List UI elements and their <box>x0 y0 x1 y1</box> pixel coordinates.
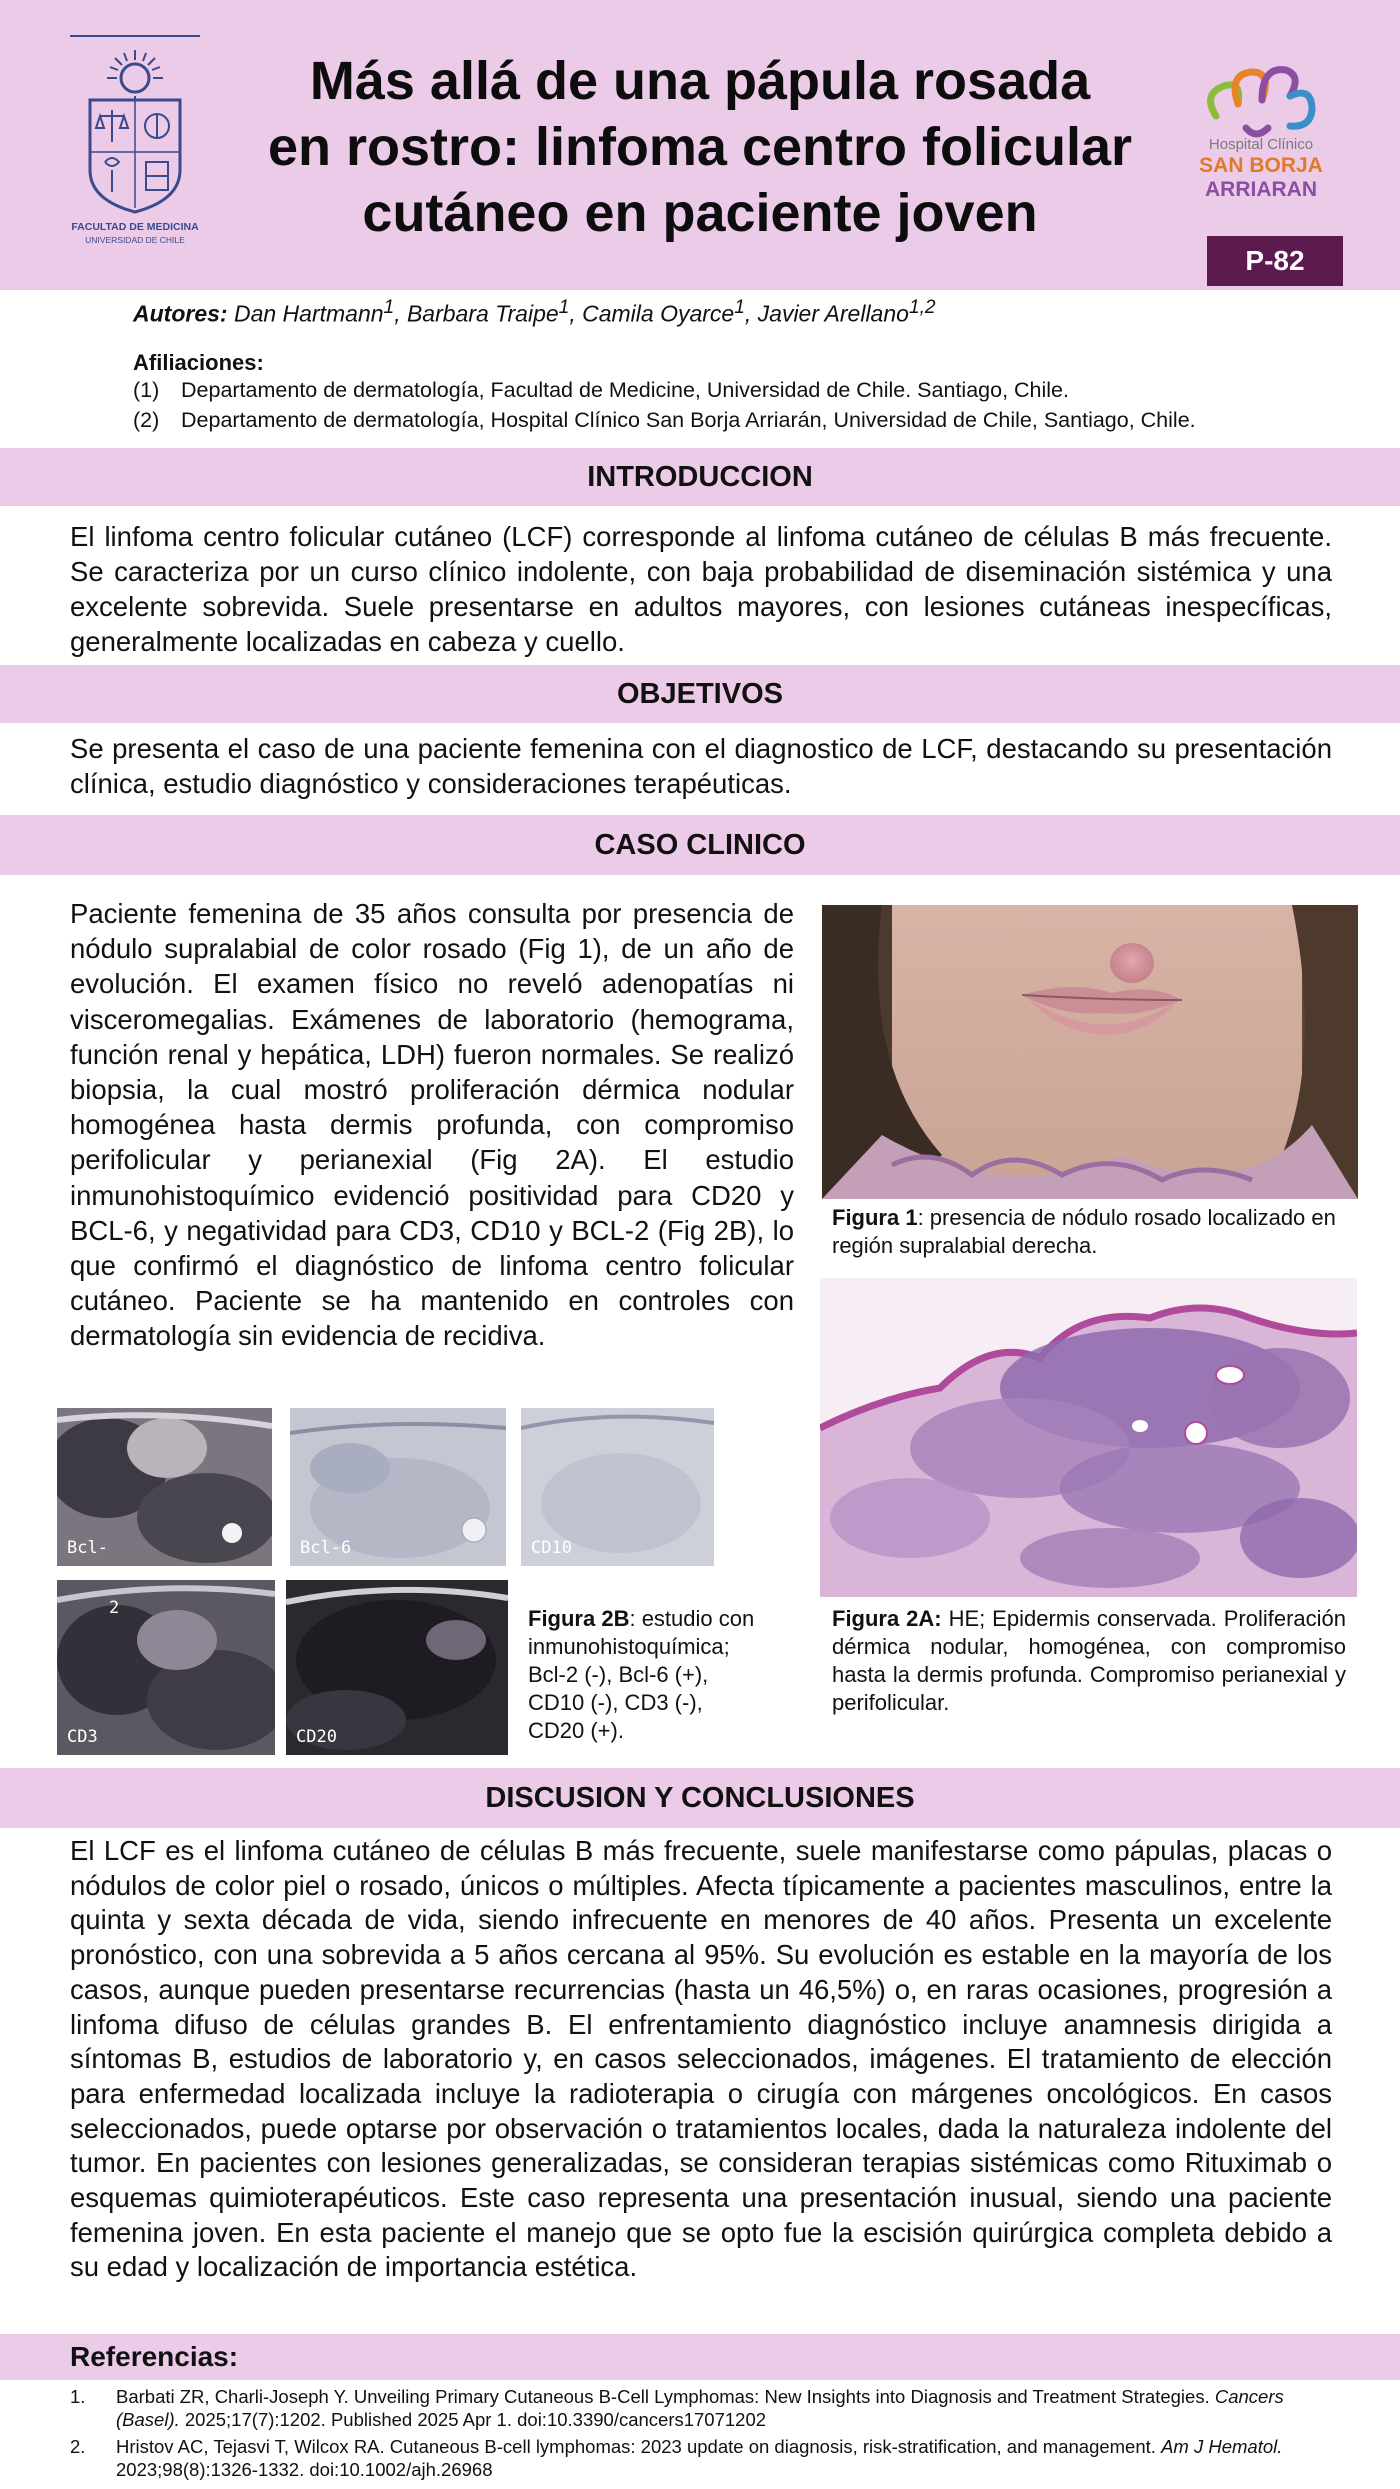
figure-2b-result-line: CD20 (+). <box>528 1718 624 1743</box>
reference-number: 2. <box>70 2436 86 2457</box>
figure-2a-caption <box>832 1605 1346 1717</box>
reference-number: 1. <box>70 2386 86 2407</box>
affiliations-title: Afiliaciones: <box>133 350 264 375</box>
ihc-panel-label: CD20 <box>296 1727 337 1747</box>
author-name: Dan Hartmann <box>233 300 384 327</box>
figure-2a-he-histology <box>820 1278 1357 1597</box>
intro-text: El linfoma centro folicular cutáneo (LCF) corresponde al linfoma cutáneo de células B más frecuente. Se caracteriza por un curso clínico indolente, con baja probabilidad de diseminación sistémica y una excelente sobrevida. Suele presentarse en adultos mayores, con lesiones cutáneas inespecíficas, generalmente localizadas en cabeza y cuello. <box>70 521 1332 657</box>
hospital-san-borja-logo <box>1186 46 1336 216</box>
reference-tail: 2023;98(8):1326-1332. doi:10.1002/ajh.26968 <box>116 2459 493 2480</box>
affiliation-text: Departamento de dermatología, Facultad de Medicine, Universidad de Chile. Santiago, Chile. <box>181 378 1069 402</box>
ihc-panel-label: CD10 <box>531 1538 572 1558</box>
author-sup: 1 <box>734 297 745 318</box>
figure-1-label: Figura 1 <box>832 1205 918 1230</box>
ihc-panel-cd10 <box>521 1408 714 1566</box>
ihc-panel-cd20 <box>286 1580 508 1755</box>
ihc-panel-extra-label: 2 <box>109 1598 120 1618</box>
ihc-panel-label: Bcl- <box>67 1538 108 1558</box>
ihc-panel-bcl2 <box>57 1408 272 1566</box>
figure-2b-result-line: CD10 (-), CD3 (-), <box>528 1690 703 1715</box>
title-line-2: en rostro: linfoma centro folicular <box>267 117 1133 177</box>
hospital-logo-line3: ARRIARAN <box>1205 178 1317 201</box>
reference-journal: Cancers (Basel). <box>116 2386 1284 2430</box>
affiliation-number: (1) <box>133 378 160 402</box>
poster-title <box>230 48 1170 246</box>
reference-item <box>70 2435 1332 2481</box>
ihc-panel-label: Bcl-6 <box>300 1538 352 1558</box>
author-sup: 1 <box>383 297 395 318</box>
figure-2a-label: Figura 2A: <box>832 1606 942 1631</box>
affiliation-number: (2) <box>133 408 160 432</box>
affiliation-item <box>133 408 1196 433</box>
ihc-panel-cd3 <box>57 1580 275 1755</box>
reference-tail: 2025;17(7):1202. Published 2025 Apr 1. doi:10.3390/cancers17071202 <box>179 2409 767 2430</box>
hospital-logo-line2: SAN BORJA <box>1199 154 1323 177</box>
author-name: Javier Arellano <box>757 300 909 327</box>
section-title-discussion: DISCUSION Y CONCLUSIONES <box>0 1768 1400 1828</box>
author-sup: 1,2 <box>908 297 936 318</box>
reference-journal: Am J Hematol. <box>1161 2436 1283 2457</box>
author-name: Barbara Traipe <box>406 300 559 327</box>
title-line-1: Más allá de una pápula rosada <box>309 51 1091 111</box>
figure-1-text: : presencia de nódulo rosado localizado en región supralabial derecha. <box>832 1205 1336 1258</box>
reference-text: Hristov AC, Tejasvi T, Wilcox RA. Cutaneous B-cell lymphomas: 2023 update on diagnosis, risk-stratification, and management. <box>116 2436 1162 2457</box>
figure-2b-result-line: Bcl-2 (-), Bcl-6 (+), <box>528 1662 709 1687</box>
figure-2b-text: : estudio con inmunohistoquímica; <box>528 1606 755 1659</box>
figure-2a-text: HE; Epidermis conservada. Proliferación dérmica nodular, homogénea, con compromiso hasta la dermis profunda. Compromiso perianexial y perifolicular. <box>832 1606 1346 1715</box>
references-title: Referencias: <box>70 2341 239 2372</box>
objectives-text: Se presenta el caso de una paciente femenina con el diagnostico de LCF, destacando su presentación clínica, estudio diagnóstico y consideraciones terapéuticas. <box>70 733 1332 799</box>
figure-2b-caption <box>528 1605 784 1745</box>
faculty-logo-line1: FACULTAD DE MEDICINA <box>71 221 199 233</box>
faculty-medicine-logo <box>60 30 210 250</box>
reference-item <box>70 2385 1332 2431</box>
section-title-intro: INTRODUCCION <box>0 448 1400 506</box>
case-text: Paciente femenina de 35 años consulta por presencia de nódulo supralabial de color rosado (Fig 1), de un año de evolución. El examen físico no reveló adenopatías ni visceromegalias. Exámenes de laboratorio (hemograma, función renal y hepática, LDH) fueron normales. Se realizó biopsia, la cual mostró proliferación dérmica nodular homogénea hasta dermis profunda, con compromiso perifolicular y perianexial (Fig 2A). El estudio inmunohistoquímico evidenció positividad para CD20 y BCL-6, y negatividad para CD3, CD10 y BCL-2 (Fig 2B), lo que confirmó el diagnóstico de linfoma centro folicular cutáneo. Paciente se ha mantenido en controles con dermatología sin evidencia de recidiva. <box>70 898 794 1352</box>
title-line-3: cutáneo en paciente joven <box>362 183 1038 243</box>
figure-1-caption <box>832 1204 1352 1260</box>
poster-number-badge: P-82 <box>1207 236 1343 286</box>
authors-line: Autores: Dan Hartmann$^1$, Barbara Traipe$^1$, Camila Oyarce$^1$, Javier Arellano$^{1,2}$ <box>133 297 936 327</box>
reference-text: Barbati ZR, Charli-Joseph Y. Unveiling Primary Cutaneous B-Cell Lymphomas: New Insights into Diagnosis and Treatment Strategies. <box>116 2386 1215 2407</box>
author-name: Camila Oyarce <box>582 300 735 327</box>
ihc-panel-bcl6 <box>290 1408 506 1566</box>
figure-2b-label: Figura 2B <box>528 1606 630 1631</box>
authors-label: Autores: <box>133 300 228 327</box>
discussion-text: El LCF es el linfoma cutáneo de células B más frecuente, suele manifestarse como pápulas, placas o nódulos de color piel o rosado, únicos o múltiples. Afecta típicamente a pacientes masculinos, entre la quinta y sexta década de vida, siendo infrecuente en menores de 40 años. Presenta un excelente pronóstico, con una sobrevida a 5 años cercana al 95%. Su evolución es estable en la mayoría de los casos, aunque pueden presentarse recurrencias (hasta un 46,5%) o, en raras ocasiones, progresión a linfoma difuso de células grandes B. El enfrentamiento diagnóstico incluye anamnesis dirigida a síntomas B, estudios de laboratorio y, en casos seleccionados, imágenes. El tratamiento de elección para enfermedad localizada incluye la radioterapia o cirugía con márgenes oncológicos. En casos seleccionados, puede optarse por observación o tratamientos locales, dada la naturaleza indolente del tumor. En pacientes con lesiones generalizadas, se consideran terapias sistémicas como Rituximab o esquemas quimioterapéuticos. Este caso representa una presentación inusual, siendo una paciente femenina joven. En esta paciente el manejo que se opto fue la escisión quirúrgica completa debido a su edad y localización de importancia estética. <box>70 1835 1332 2283</box>
faculty-logo-line2: UNIVERSIDAD DE CHILE <box>85 235 185 245</box>
affiliation-text: Departamento de dermatología, Hospital Clínico San Borja Arriarán, Universidad de Chile, Santiago, Chile. <box>181 408 1196 432</box>
section-title-case: CASO CLINICO <box>0 815 1400 875</box>
ihc-panel-label: CD3 <box>67 1727 98 1747</box>
section-title-objectives: OBJETIVOS <box>0 665 1400 723</box>
figure-1-clinical-photo <box>822 905 1358 1199</box>
author-sup: 1 <box>558 297 570 318</box>
hospital-logo-line1: Hospital Clínico <box>1208 136 1314 153</box>
affiliation-item <box>133 378 1069 403</box>
